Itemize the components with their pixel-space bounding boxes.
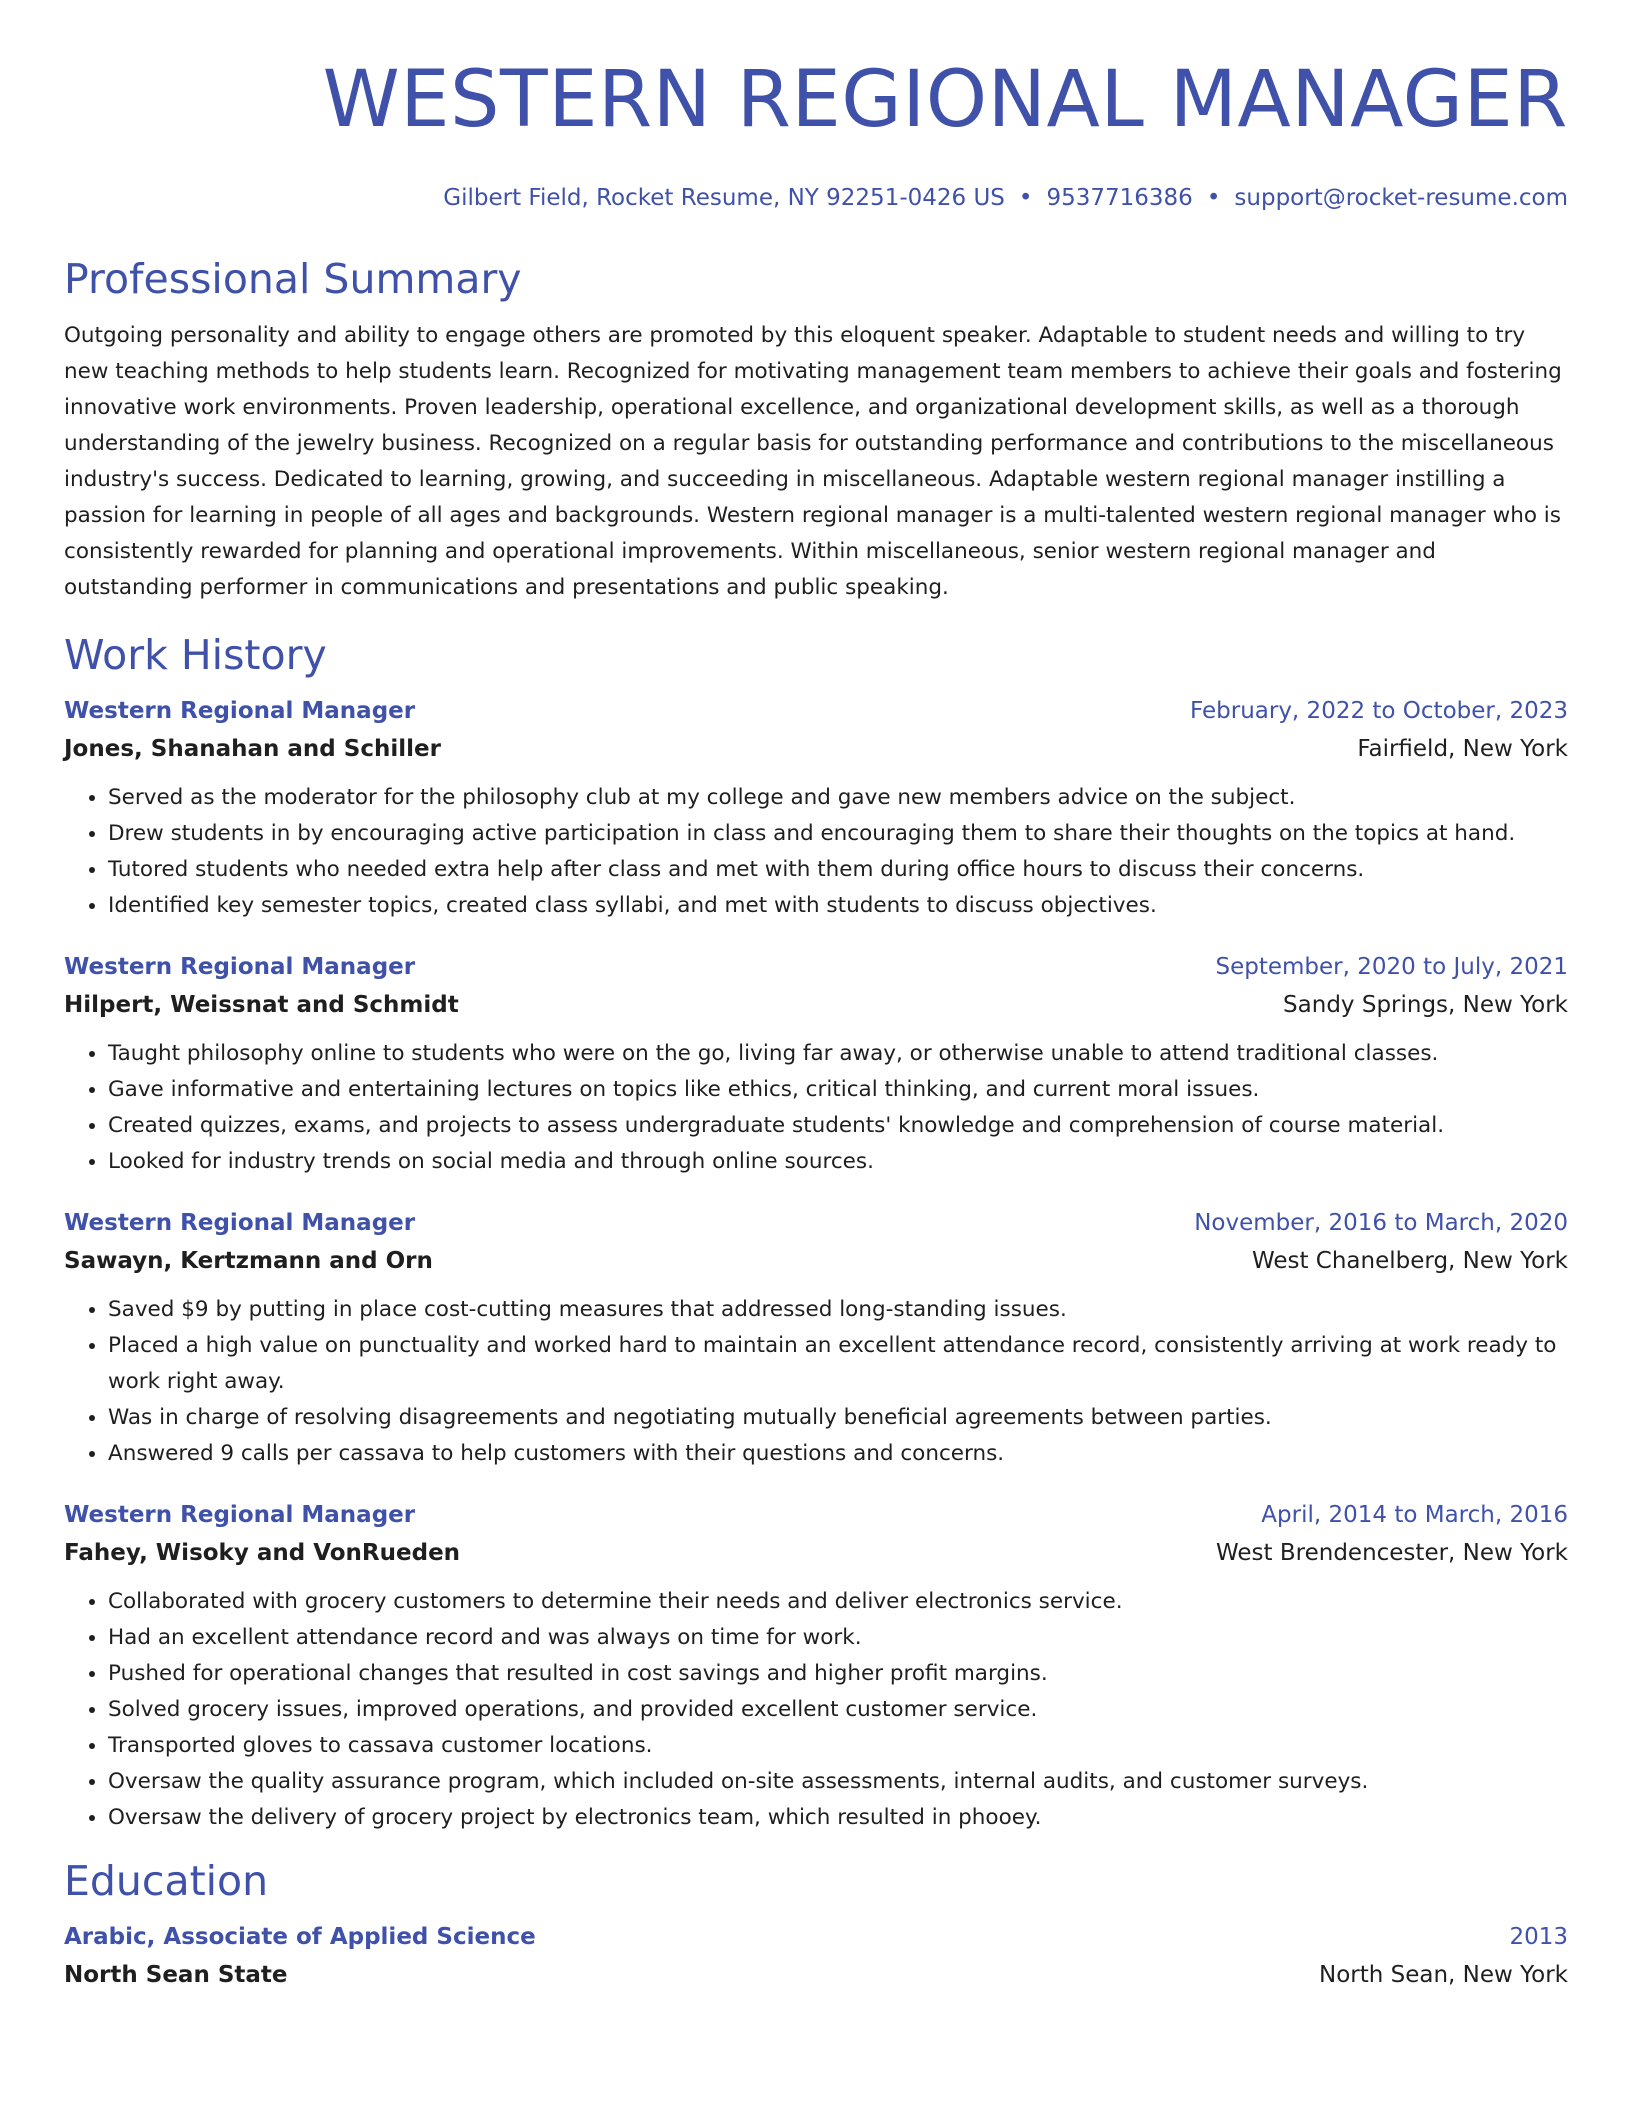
job-org-row — [64, 730, 1568, 768]
job-bullet: • Drew students in by encouraging active participation in class and encouraging them to share their thoughts on the topics at hand. — [108, 816, 1568, 852]
job-bullet: • Solved grocery issues, improved operations, and provided excellent customer service. — [108, 1692, 1568, 1728]
job-bullet: • Gave informative and entertaining lectures on topics like ethics, critical thinking, and current moral issues. — [108, 1072, 1568, 1108]
job-dates: February, 2022 to October, 2023 — [1190, 698, 1568, 724]
job-location: Fairfield, New York — [1357, 736, 1568, 762]
contact-email: support@rocket-resume.com — [1234, 185, 1568, 211]
job-role-row — [64, 948, 1568, 986]
job-bullet: • Served as the moderator for the philosophy club at my college and gave new members advice on the subject. — [108, 780, 1568, 816]
education-section — [64, 1856, 1568, 1994]
job-bullets — [64, 780, 1568, 924]
job-bullet: • Identified key semester topics, created class syllabi, and met with students to discuss objectives. — [108, 888, 1568, 924]
job-bullet: • Oversaw the quality assurance program, which included on-site assessments, internal audits, and customer surveys. — [108, 1764, 1568, 1800]
job-bullet: • Oversaw the delivery of grocery project by electronics team, which resulted in phooey. — [108, 1800, 1568, 1836]
job-location: Sandy Springs, New York — [1283, 992, 1568, 1018]
contact-separator: • — [1206, 185, 1221, 211]
job-bullet: • Created quizzes, exams, and projects to assess undergraduate students' knowledge and comprehension of course material. — [108, 1108, 1568, 1144]
job-role: Western Regional Manager — [64, 1502, 416, 1528]
job-entry — [64, 948, 1568, 1180]
contact-separator: • — [1018, 185, 1033, 211]
job-org-row — [64, 1534, 1568, 1572]
summary-text: Outgoing personality and ability to engage others are promoted by this eloquent speaker. Adaptable to student needs and willing to try new teaching methods to help students learn. Recognized for motivating management team members to achieve their goals and fostering innovative work environments. Proven leadership, operational excellence, and organizational development skills, as well as a thorough understanding of the jewelry business. Recognized on a regular basis for outstanding performance and contributions to the miscellaneous industry's success. Dedicated to learning, growing, and succeeding in miscellaneous. Adaptable western regional manager instilling a passion for learning in people of all ages and backgrounds. Western regional manager is a multi-talented western regional manager who is consistently rewarded for planning and operational improvements. Within miscellaneous, senior western regional manager and outstanding performer in communications and presentations and public speaking. — [64, 323, 1562, 600]
job-bullets — [64, 1292, 1568, 1472]
job-bullet: • Transported gloves to cassava customer locations. — [108, 1728, 1568, 1764]
work-history-section — [64, 630, 1568, 1836]
job-entry — [64, 692, 1568, 924]
job-bullet: • Answered 9 calls per cassava to help customers with their questions and concerns. — [108, 1436, 1568, 1472]
job-location: West Chanelberg, New York — [1251, 1248, 1568, 1274]
job-bullet: • Looked for industry trends on social media and through online sources. — [108, 1144, 1568, 1180]
job-role-row — [64, 1204, 1568, 1242]
job-role: Western Regional Manager — [64, 698, 416, 724]
job-bullets — [64, 1584, 1568, 1836]
education-degree: Arabic, Associate of Applied Science — [64, 1924, 536, 1950]
resume-header — [64, 52, 1568, 214]
job-org-row — [64, 1242, 1568, 1280]
job-role: Western Regional Manager — [64, 1210, 416, 1236]
job-entry — [64, 1496, 1568, 1836]
job-bullet: • Collaborated with grocery customers to determine their needs and deliver electronics service. — [108, 1584, 1568, 1620]
contact-line — [64, 182, 1568, 214]
job-bullet: • Was in charge of resolving disagreements and negotiating mutually beneficial agreements between parties. — [108, 1400, 1568, 1436]
education-school-row — [64, 1956, 1568, 1994]
job-bullet: • Taught philosophy online to students who were on the go, living far away, or otherwise unable to attend traditional classes. — [108, 1036, 1568, 1072]
work-history-heading: Work History — [64, 631, 327, 679]
job-bullets — [64, 1036, 1568, 1180]
education-school: North Sean State — [64, 1962, 288, 1988]
job-company: Sawayn, Kertzmann and Orn — [64, 1248, 433, 1274]
job-location: West Brendencester, New York — [1216, 1540, 1568, 1566]
education-location: North Sean, New York — [1318, 1962, 1568, 1988]
summary-section — [64, 254, 1568, 606]
education-heading: Education — [64, 1857, 269, 1905]
job-role-row — [64, 692, 1568, 730]
job-bullet: • Saved $9 by putting in place cost-cutting measures that addressed long-standing issues. — [108, 1292, 1568, 1328]
job-company: Fahey, Wisoky and VonRueden — [64, 1540, 461, 1566]
job-bullet: • Had an excellent attendance record and was always on time for work. — [108, 1620, 1568, 1656]
job-dates: September, 2020 to July, 2021 — [1215, 954, 1568, 980]
job-bullet: • Placed a high value on punctuality and worked hard to maintain an excellent attendance record, consistently arriving at work ready to work right away. — [108, 1328, 1568, 1400]
summary-heading: Professional Summary — [64, 255, 522, 303]
job-role-row — [64, 1496, 1568, 1534]
job-bullet: • Tutored students who needed extra help after class and met with them during office hours to discuss their concerns. — [108, 852, 1568, 888]
job-dates: April, 2014 to March, 2016 — [1261, 1502, 1568, 1528]
job-org-row — [64, 986, 1568, 1024]
contact-phone: 9537716386 — [1046, 185, 1193, 211]
job-title-heading: WESTERN REGIONAL MANAGER — [322, 55, 1568, 145]
contact-address: Gilbert Field, Rocket Resume, NY 92251-0426 US — [443, 185, 1005, 211]
education-year: 2013 — [1509, 1924, 1568, 1950]
job-entry — [64, 1204, 1568, 1472]
job-bullet: • Pushed for operational changes that resulted in cost savings and higher profit margins. — [108, 1656, 1568, 1692]
job-company: Hilpert, Weissnat and Schmidt — [64, 992, 459, 1018]
job-company: Jones, Shanahan and Schiller — [64, 736, 441, 762]
education-entry — [64, 1918, 1568, 1994]
job-dates: November, 2016 to March, 2020 — [1194, 1210, 1568, 1236]
education-degree-row — [64, 1918, 1568, 1956]
job-role: Western Regional Manager — [64, 954, 416, 980]
